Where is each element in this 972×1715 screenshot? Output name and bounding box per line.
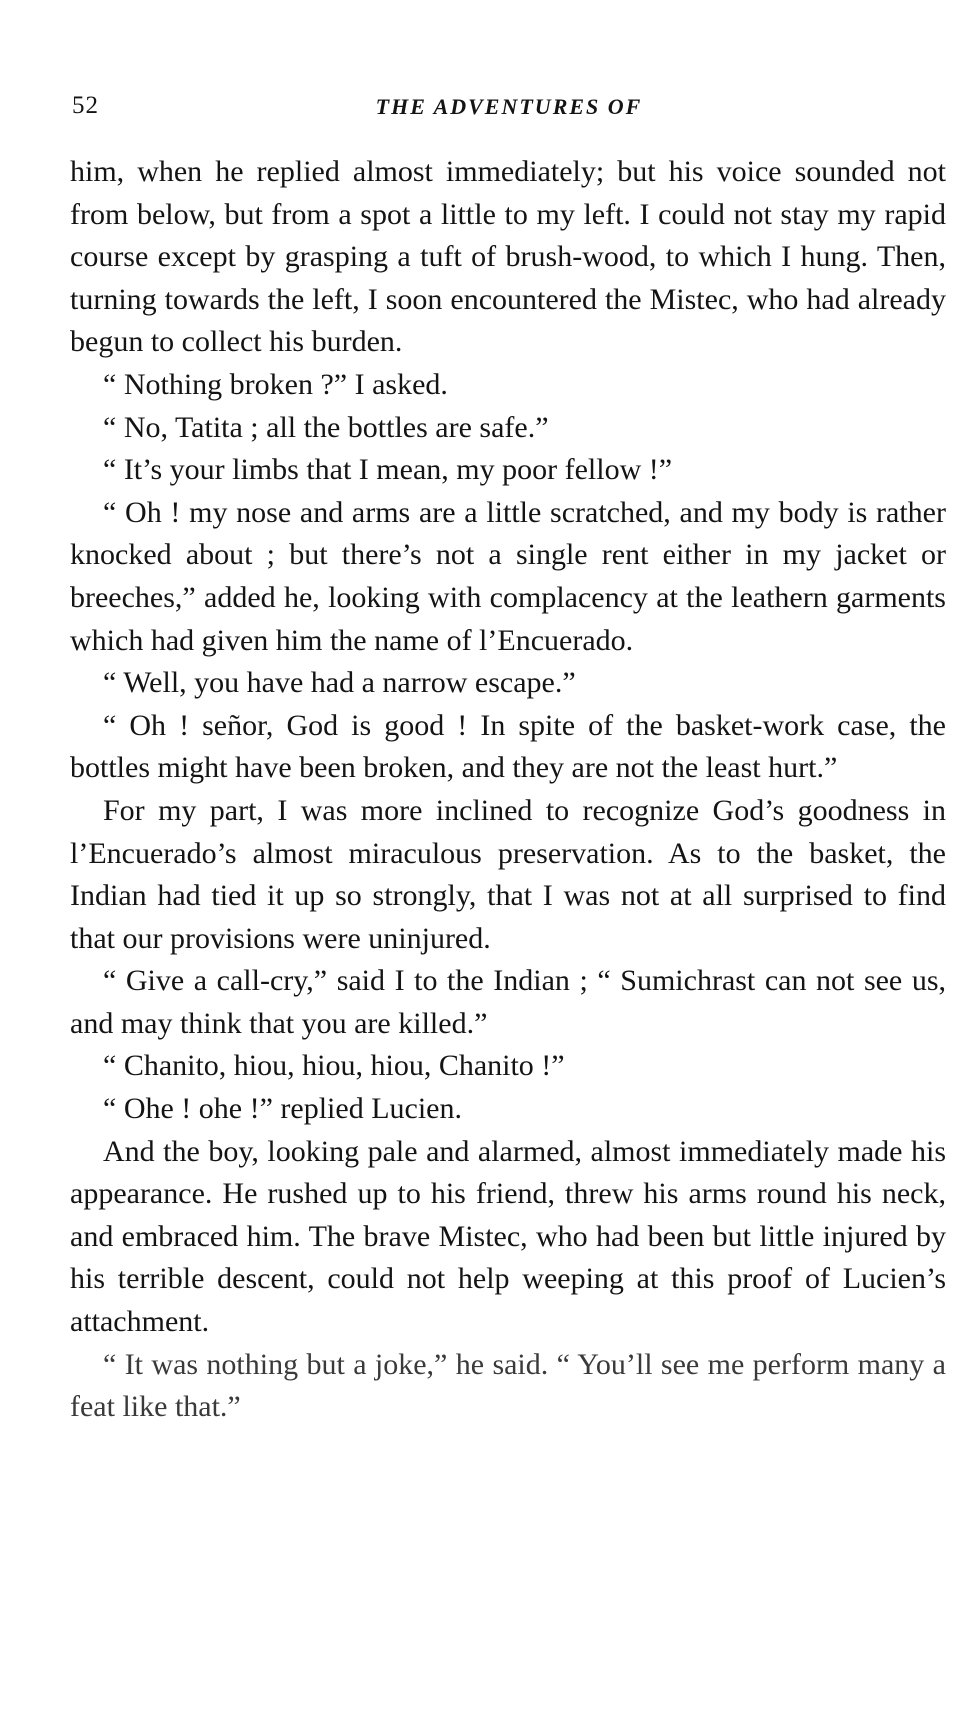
page-header: [72, 92, 946, 126]
paragraph: “ Ohe ! ohe !” replied Lucien.: [103, 1092, 462, 1126]
page-number: 52: [72, 92, 99, 119]
paragraph: “ Give a call-cry,” said I to the Indian ; “ Sumichrast can not see us, and may think that you are killed.”: [70, 964, 946, 1040]
paragraph: For my part, I was more inclined to recognize God’s goodness in l’Encuerado’s almost miraculous preservation. As to the basket, the Indian had tied it up so strongly, that I was not at all surprised to find that our provisions were uninjured.: [70, 793, 946, 955]
running-title: THE ADVENTURES OF: [375, 94, 643, 119]
body-text: [70, 151, 946, 1429]
paragraph: “ Chanito, hiou, hiou, hiou, Chanito !”: [103, 1049, 565, 1083]
paragraph: “ No, Tatita ; all the bottles are safe.”: [103, 410, 549, 444]
paragraph: “ Well, you have had a narrow escape.”: [103, 666, 576, 700]
paragraph: And the boy, looking pale and alarmed, almost immediately made his appearance. He rushed up to his friend, threw his arms round his neck, and embraced him. The brave Mistec, who had been but little injured by his terrible descent, could not help weeping at this proof of Lucien’s attachment.: [70, 1134, 946, 1339]
paragraph: “ Nothing broken ?” I asked.: [103, 367, 448, 401]
paragraph: “ Oh ! my nose and arms are a little scratched, and my body is rather knocked about ; but there’s not a single rent either in my jacket or breeches,” added he, looking with complacency at the leathern garments which had given him the name of l’Encuerado.: [70, 495, 946, 657]
paragraph: “ It was nothing but a joke,” he said. “ You’ll see me perform many a feat like that.”: [70, 1347, 946, 1424]
paragraph: “ Oh ! señor, God is good ! In spite of the basket-work case, the bottles might have been broken, and they are not the least hurt.”: [70, 708, 946, 785]
paragraph: him, when he replied almost immediately; but his voice sounded not from below, but from a spot a little to my left. I could not stay my rapid course except by grasping a tuft of brush-wood, to which I hung. Then, turning towards the left, I soon encountered the Mistec, who had already begun to collect his burden.: [70, 155, 946, 359]
paragraph: “ It’s your limbs that I mean, my poor fellow !”: [103, 453, 673, 487]
